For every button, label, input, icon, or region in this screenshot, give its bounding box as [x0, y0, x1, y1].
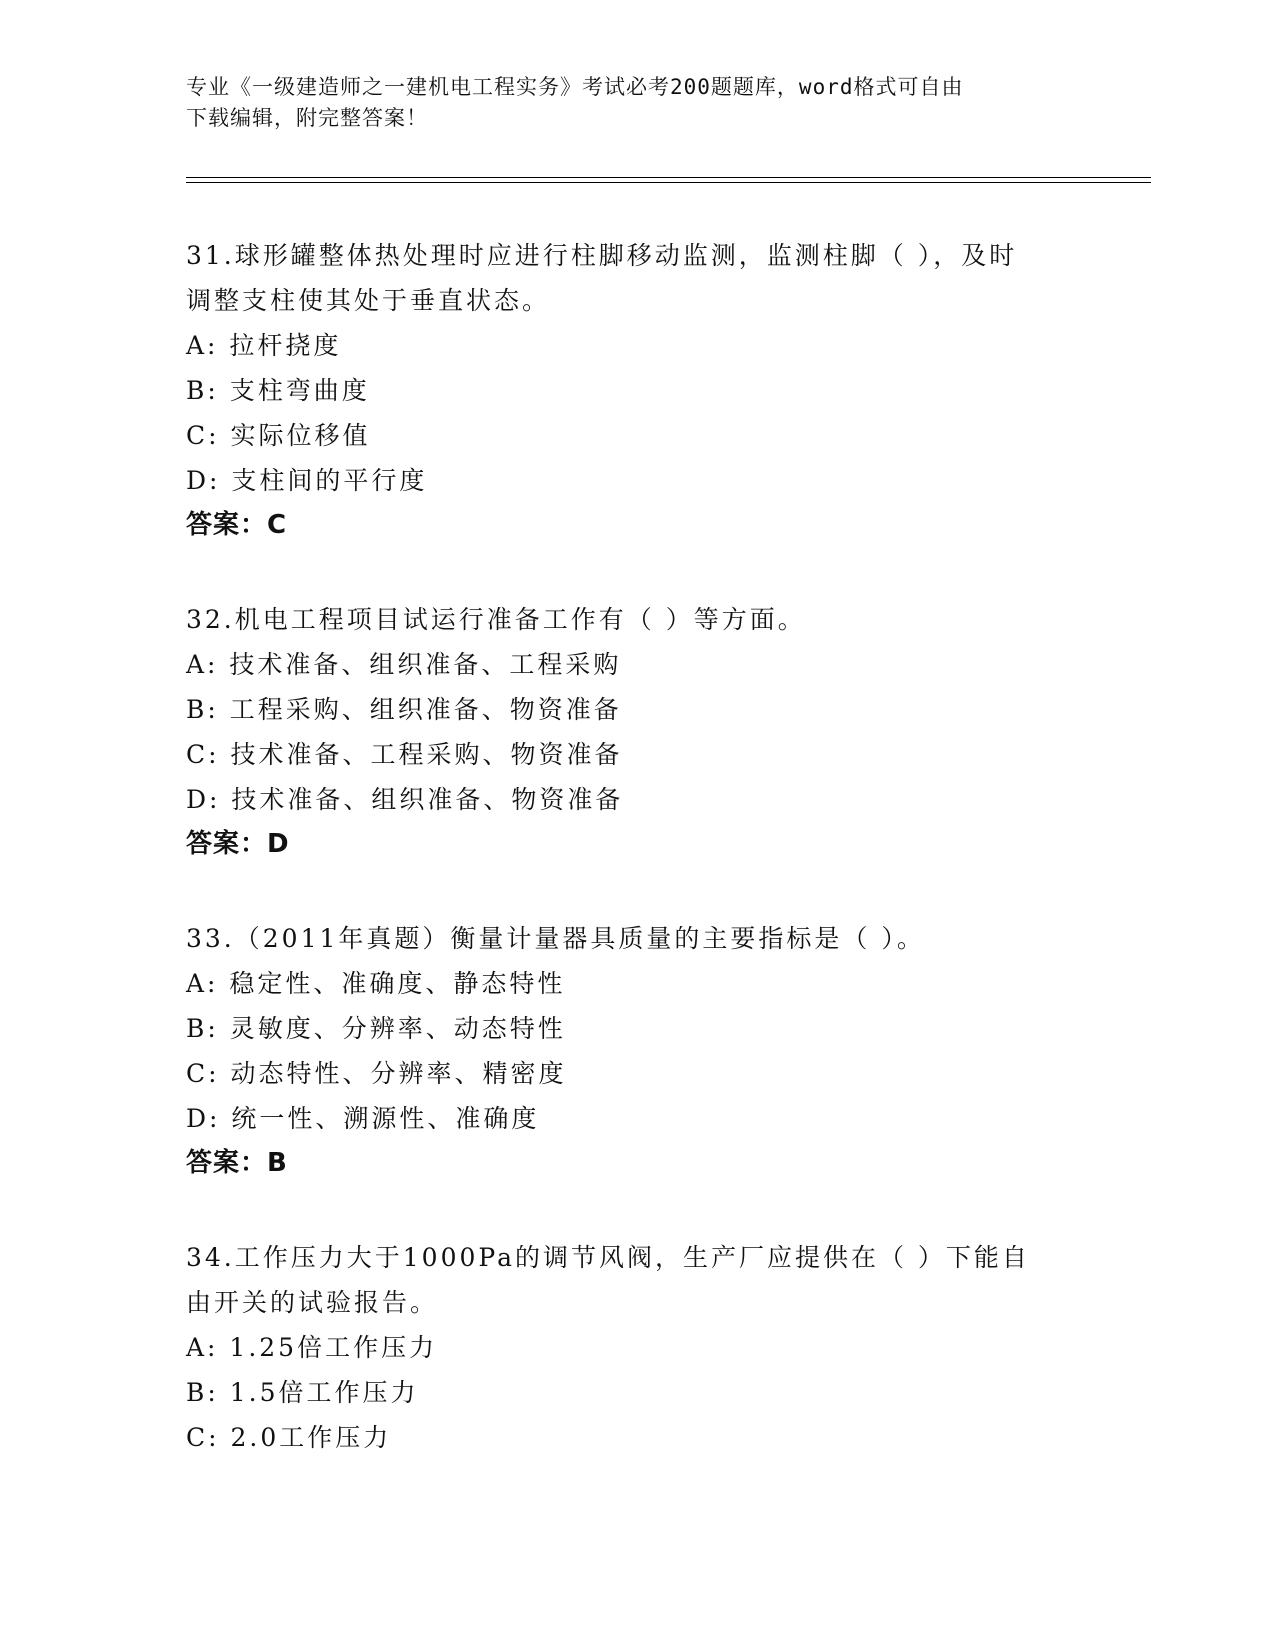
- option-c: C: 2.0工作压力: [186, 1423, 392, 1452]
- header-line-1: 专业《一级建造师之一建机电工程实务》考试必考200题题库，word格式可自由: [186, 75, 964, 99]
- option-b: B: 支柱弯曲度: [186, 376, 370, 405]
- option-b: B: 工程采购、组织准备、物资准备: [186, 695, 622, 724]
- option-d: D: 统一性、溯源性、准确度: [186, 1104, 540, 1133]
- header-divider-top: [186, 177, 1151, 178]
- question-stem: 32.机电工程项目试运行准备工作有（ ）等方面。: [186, 605, 806, 634]
- question-34: [186, 1235, 1086, 1460]
- option-a: A: 稳定性、准确度、静态特性: [186, 969, 566, 998]
- answer: 答案：B: [186, 1148, 288, 1178]
- question-stem-continued: 由开关的试验报告。: [186, 1288, 439, 1317]
- option-a: A: 技术准备、组织准备、工程采购: [186, 650, 622, 679]
- question-stem: 33.（2011年真题）衡量计量器具质量的主要指标是（ ）。: [186, 924, 925, 953]
- option-c: C: 实际位移值: [186, 421, 371, 450]
- option-b: B: 1.5倍工作压力: [186, 1378, 419, 1407]
- option-d: D: 支柱间的平行度: [186, 466, 428, 495]
- question-stem-continued: 调整支柱使其处于垂直状态。: [186, 286, 551, 315]
- answer: 答案：C: [186, 510, 288, 540]
- question-stem: 31.球形罐整体热处理时应进行柱脚移动监测，监测柱脚（ ），及时: [186, 241, 1018, 270]
- option-a: A: 拉杆挠度: [186, 331, 342, 360]
- question-stem: 34.工作压力大于1000Pa的调节风阀，生产厂应提供在（ ）下能自: [186, 1243, 1030, 1272]
- question-31: [186, 233, 1086, 548]
- option-a: A: 1.25倍工作压力: [186, 1333, 438, 1362]
- header-divider-bottom: [186, 182, 1151, 183]
- answer: 答案：D: [186, 829, 290, 859]
- option-c: C: 动态特性、分辨率、精密度: [186, 1059, 567, 1088]
- question-32: [186, 597, 1086, 867]
- option-b: B: 灵敏度、分辨率、动态特性: [186, 1014, 566, 1043]
- question-33: [186, 916, 1086, 1186]
- document-header: [186, 72, 1066, 134]
- option-d: D: 技术准备、组织准备、物资准备: [186, 785, 624, 814]
- option-c: C: 技术准备、工程采购、物资准备: [186, 740, 623, 769]
- header-line-2: 下载编辑，附完整答案！: [186, 106, 428, 130]
